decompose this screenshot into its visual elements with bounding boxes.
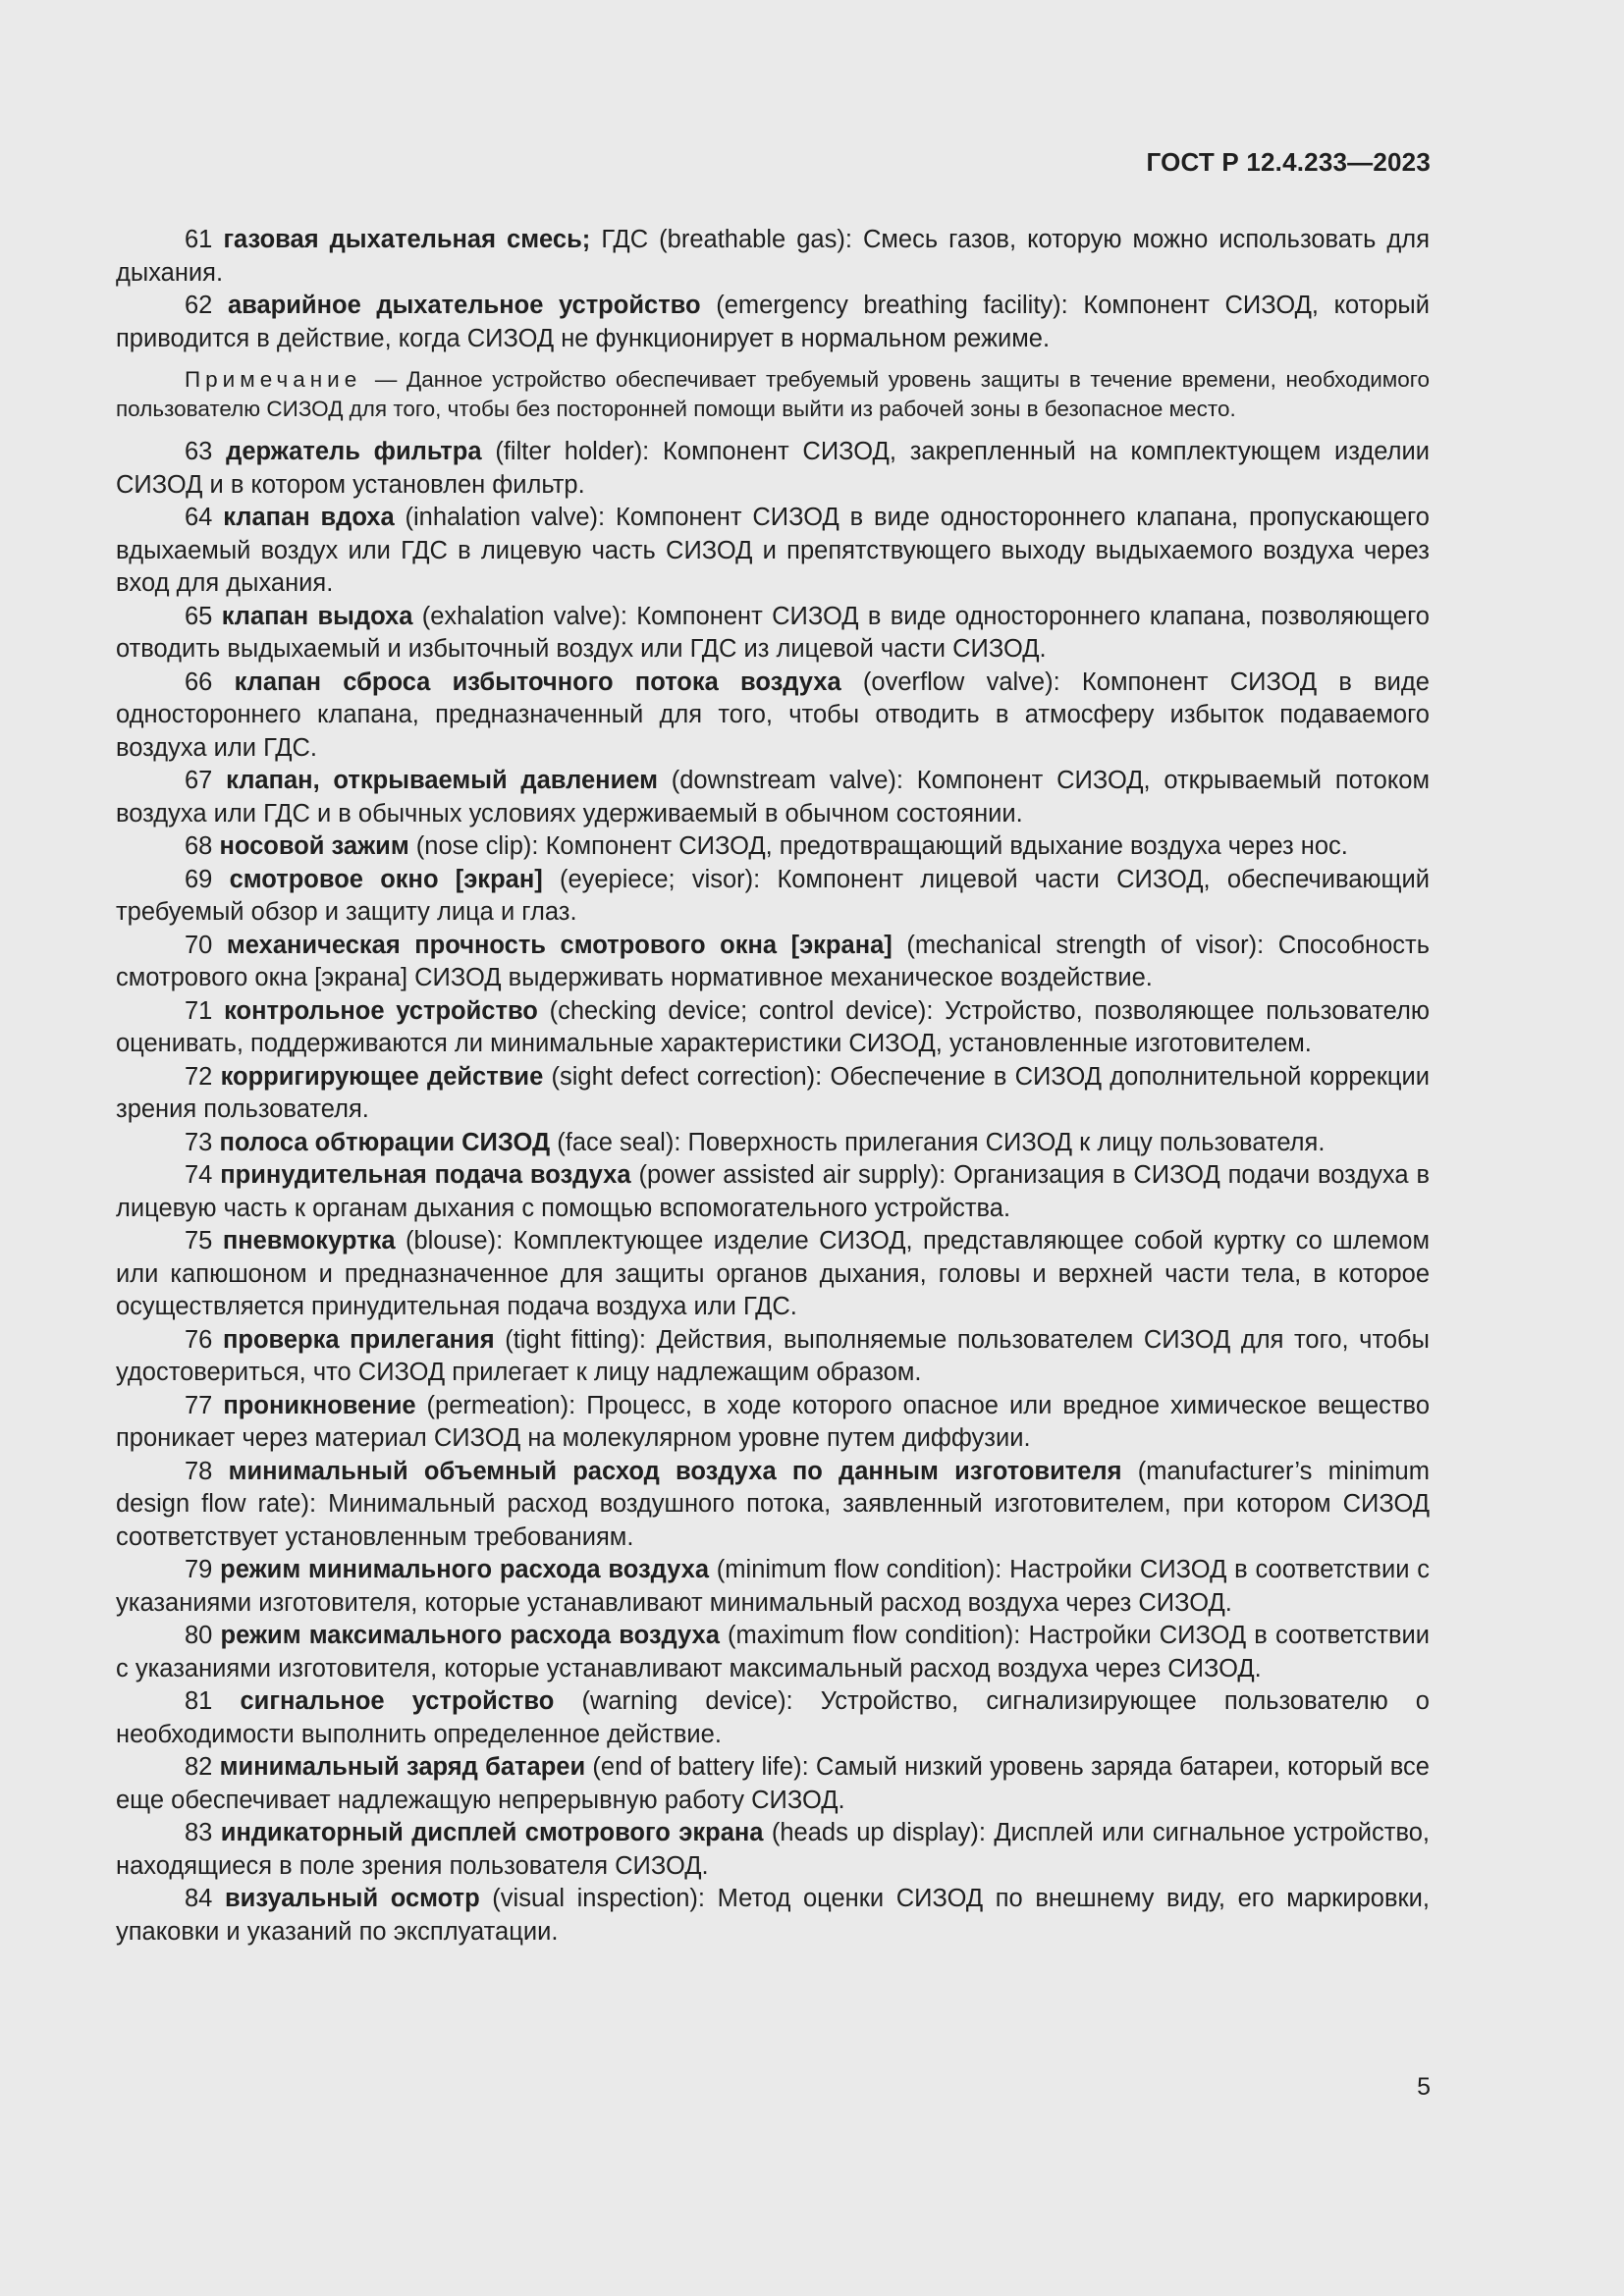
term-number: 67: [185, 767, 213, 794]
term-entry: [116, 1324, 1430, 1390]
term-name: визуальный осмотр: [224, 1885, 480, 1912]
term-entry: [116, 502, 1430, 601]
term-definition: (exhalation valve): Компонент СИЗОД в виде одностороннего клапана, позволяющего отводить выдыхаемый и избыточный воздух или ГДС из лицевой части СИЗОД.: [116, 602, 1430, 663]
term-definition: (nose clip): Компонент СИЗОД, предотвращающий вдыхание воздуха через нос.: [408, 832, 1348, 860]
note-paragraph: [116, 365, 1430, 424]
term-number: 80: [185, 1622, 213, 1649]
term-number: 81: [185, 1687, 213, 1715]
term-entry: [116, 995, 1430, 1061]
term-entry: [116, 930, 1430, 995]
term-number: 70: [185, 931, 213, 959]
term-number: 77: [185, 1391, 213, 1419]
term-definition: (minimum flow condition): Настройки СИЗОД в соответствии с указаниями изготовителя, которые устанавливают минимальный расход воздуха через СИЗОД.: [116, 1556, 1430, 1617]
term-name: минимальный объемный расход воздуха по данным изготовителя: [228, 1457, 1122, 1485]
term-entry: [116, 765, 1430, 830]
term-definition: (sight defect correction): Обеспечение в СИЗОД дополнительной коррекции зрения пользователя.: [116, 1062, 1430, 1123]
term-definition: (end of battery life): Самый низкий уровень заряда батареи, который все еще обеспечивает надлежащую непрерывную работу СИЗОД.: [116, 1753, 1430, 1814]
term-entry: [116, 1127, 1430, 1160]
term-number: 61: [185, 226, 213, 253]
term-entry: [116, 1817, 1430, 1883]
term-name: режим минимального расхода воздуха: [220, 1556, 710, 1583]
note-text: — Данное устройство обеспечивает требуемый уровень защиты в течение времени, необходимого пользователю СИЗОД для того, чтобы без посторонней помощи выйти из рабочей зоны в безопасное место.: [116, 367, 1430, 421]
term-definition: (visual inspection): Метод оценки СИЗОД по внешнему виду, его маркировки, упаковки и указаний по эксплуатации.: [116, 1885, 1430, 1946]
term-entry: [116, 1620, 1430, 1685]
term-name: режим максимального расхода воздуха: [220, 1622, 720, 1649]
term-entry: [116, 1883, 1430, 1949]
term-name: газовая дыхательная смесь;: [223, 226, 591, 253]
term-entry: [116, 1225, 1430, 1324]
term-number: 66: [185, 667, 213, 696]
term-definition: (warning device): Устройство, сигнализирующее пользователю о необходимости выполнить определенное действие.: [116, 1687, 1430, 1748]
term-definition: (permeation): Процесс, в ходе которого опасное или вредное химическое вещество проникает через материал СИЗОД на молекулярном уровне путем диффузии.: [116, 1391, 1431, 1452]
term-definition: (overflow valve): Компонент СИЗОД в виде одностороннего клапана, предназначенный для того, чтобы отводить в атмосферу избыток подаваемого воздуха или ГДС.: [116, 667, 1430, 762]
term-name: клапан сброса избыточного потока воздуха: [234, 667, 841, 696]
term-entry: [116, 667, 1430, 766]
term-definition: (heads up display): Дисплей или сигнальное устройство, находящиеся в поле зрения пользователя СИЗОД.: [116, 1819, 1430, 1880]
term-definition: (checking device; control device): Устройство, позволяющее пользователю оценивать, поддерживаются ли минимальные характеристики СИЗОД, установленные изготовителем.: [116, 996, 1431, 1057]
term-entry: [116, 1390, 1430, 1456]
term-entry: [116, 1751, 1430, 1817]
term-number: 76: [185, 1325, 213, 1354]
term-definition: (filter holder): Компонент СИЗОД, закрепленный на комплектующем изделии СИЗОД и в котором установлен фильтр.: [116, 438, 1430, 499]
term-name: минимальный заряд батареи: [219, 1753, 586, 1781]
term-name: проверка прилегания: [222, 1325, 495, 1354]
term-entry: [116, 1159, 1430, 1225]
term-definition: (power assisted air supply): Организация в СИЗОД подачи воздуха в лицевую часть к органам дыхания с помощью вспомогательного устройства.: [116, 1161, 1430, 1222]
term-definition: (downstream valve): Компонент СИЗОД, открываемый потоком воздуха или ГДС и в обычных условиях удерживаемый в обычном состоянии.: [116, 767, 1430, 828]
term-name: корригирующее действие: [220, 1062, 544, 1091]
term-number: 84: [185, 1885, 213, 1912]
term-number: 79: [185, 1556, 213, 1583]
term-name: клапан выдоха: [221, 602, 413, 630]
term-name: аварийное дыхательное устройство: [227, 292, 701, 319]
term-definition: (face seal): Поверхность прилегания СИЗОД к лицу пользователя.: [550, 1128, 1326, 1156]
term-number: 72: [185, 1062, 213, 1091]
term-entry: [116, 1685, 1430, 1751]
term-definition: (mechanical strength of visor): Способность смотрового окна [экрана] СИЗОД выдерживать нормативное механическое воздействие.: [116, 931, 1430, 991]
term-definition: (manufacturer’s minimum design flow rate): Минимальный расход воздушного потока, заявленный изготовителем, при котором СИЗОД соответствует установленным требованиям.: [116, 1457, 1430, 1551]
term-number: 74: [185, 1161, 213, 1189]
term-number: 78: [185, 1457, 213, 1485]
term-name: смотровое окно [экран]: [229, 865, 543, 893]
term-entry: [116, 864, 1430, 930]
term-name: клапан вдоха: [223, 504, 395, 531]
term-entry: [116, 224, 1430, 290]
term-entry: [116, 1456, 1430, 1555]
term-name: сигнальное устройство: [240, 1687, 555, 1715]
term-entry: [116, 1061, 1430, 1127]
term-name: держатель фильтра: [226, 438, 482, 465]
term-number: 73: [185, 1128, 213, 1156]
term-definition: (tight fitting): Действия, выполняемые пользователем СИЗОД для того, чтобы удостовериться, что СИЗОД прилегает к лицу надлежащим образом.: [116, 1325, 1430, 1386]
note-label: Примечание: [185, 367, 362, 392]
term-definition: ГДС (breathable gas): Смесь газов, которую можно использовать для дыхания.: [116, 226, 1430, 287]
term-number: 82: [185, 1753, 213, 1781]
term-number: 68: [185, 832, 213, 860]
term-name: полоса обтюрации СИЗОД: [219, 1128, 551, 1156]
term-number: 62: [185, 292, 213, 319]
term-number: 65: [185, 602, 213, 630]
document-code-header: ГОСТ Р 12.4.233—2023: [1146, 147, 1431, 177]
page-number: 5: [1417, 2073, 1431, 2101]
term-definition: (emergency breathing facility): Компонент СИЗОД, который приводится в действие, когда СИЗОД не функционирует в нормальном режиме.: [116, 292, 1430, 352]
term-entry: [116, 436, 1430, 502]
term-entry: [116, 830, 1430, 864]
terms-list: [116, 224, 1430, 1949]
term-name: пневмокуртка: [222, 1227, 396, 1255]
term-name: контрольное устройство: [224, 996, 538, 1025]
term-definition: (maximum flow condition): Настройки СИЗОД в соответствии с указаниями изготовителя, которые устанавливают максимальный расход воздуха через СИЗОД.: [116, 1622, 1430, 1682]
term-name: механическая прочность смотрового окна [экрана]: [226, 931, 893, 959]
term-name: носовой зажим: [219, 832, 409, 860]
term-entry: [116, 601, 1430, 667]
term-definition: (eyepiece; visor): Компонент лицевой части СИЗОД, обеспечивающий требуемый обзор и защиту лица и глаз.: [116, 865, 1430, 926]
term-name: клапан, открываемый давлением: [226, 767, 658, 794]
term-number: 71: [185, 996, 213, 1025]
term-number: 63: [185, 438, 213, 465]
term-entry: [116, 1554, 1430, 1620]
term-definition: (blouse): Комплектующее изделие СИЗОД, представляющее собой куртку со шлемом или капюшоном и предназначенное для защиты органов дыхания, головы и верхней части тела, в которое осуществляется принудительная подача воздуха или ГДС.: [116, 1227, 1430, 1320]
term-number: 64: [185, 504, 213, 531]
term-name: принудительная подача воздуха: [220, 1161, 631, 1189]
term-definition: (inhalation valve): Компонент СИЗОД в виде одностороннего клапана, пропускающего вдыхаемый воздух или ГДС в лицевую часть СИЗОД и препятствующего выходу выдыхаемого воздуха через вход для дыхания.: [116, 504, 1430, 597]
term-entry: [116, 290, 1430, 355]
term-number: 83: [185, 1819, 213, 1846]
term-number: 69: [185, 865, 213, 893]
term-name: индикаторный дисплей смотрового экрана: [220, 1819, 764, 1846]
term-number: 75: [185, 1227, 213, 1255]
term-name: проникновение: [223, 1391, 416, 1419]
